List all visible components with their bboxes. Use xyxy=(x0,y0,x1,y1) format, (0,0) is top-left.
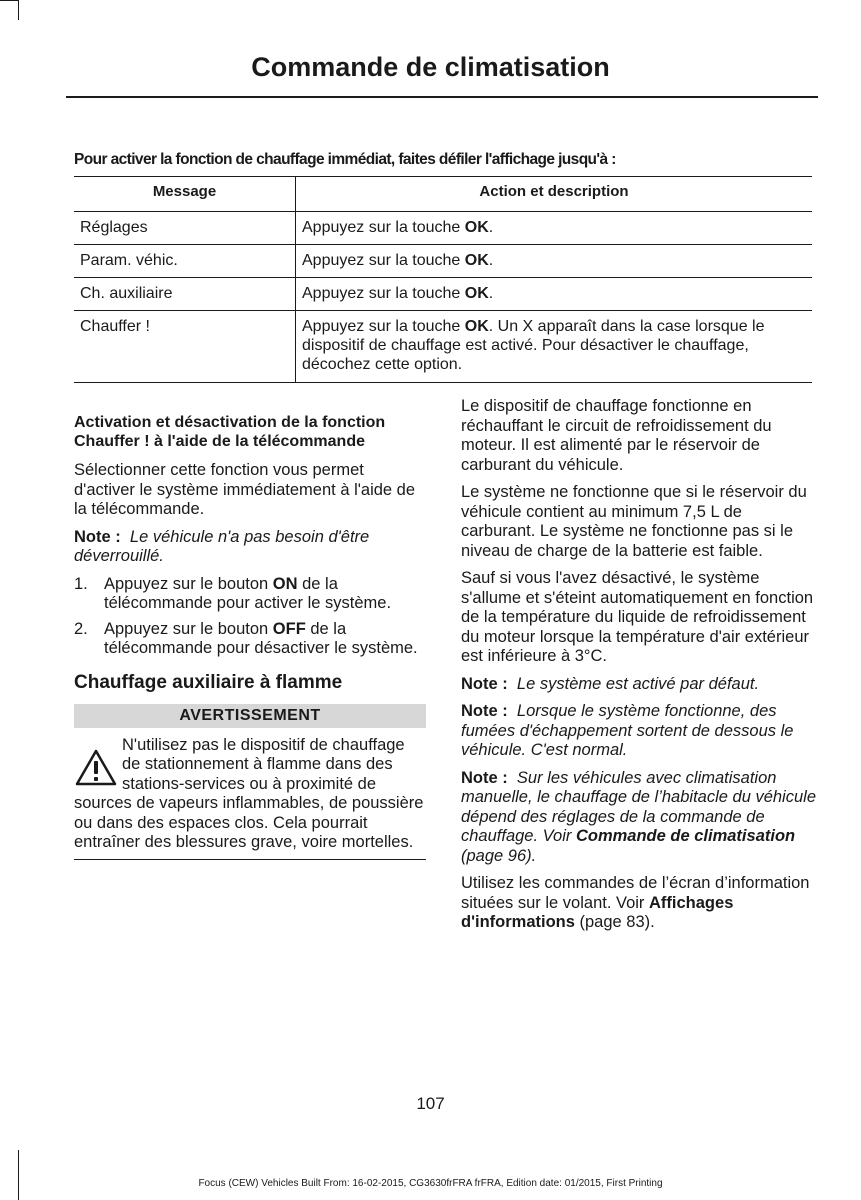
paragraph: Le dispositif de chauffage fonctionne en réchauffant le circuit de refroidissement du moteur. Il est alimenté par le réservoir de carburant du véhicule. xyxy=(461,397,772,474)
list-item: 1. Appuyez sur le bouton ON de la télécommande pour activer le système. xyxy=(74,574,392,612)
action-cell: Appuyez sur la touche OK. xyxy=(302,285,494,302)
warning-title: AVERTISSEMENT xyxy=(74,704,426,728)
paragraph: Sauf si vous l'avez désactivé, le système s'allume et s'éteint automatiquement en fonction de la température du liquide de refroidissement du moteur lorsque la température d'air extérieur est inférieure à 3°C. xyxy=(461,569,814,665)
table-header-row xyxy=(74,177,812,212)
cross-reference-link[interactable]: Commande de climatisation xyxy=(575,827,796,845)
note: Note : Le système est activé par défaut. xyxy=(461,674,760,693)
message-cell: Param. véhic. xyxy=(74,245,296,278)
list-item: 2. Appuyez sur le bouton OFF de la télécommande pour désactiver le système. xyxy=(74,619,418,657)
cross-reference-link[interactable]: Affichages d'informations xyxy=(461,893,734,931)
paragraph: Le système ne fonctionne que si le réservoir du véhicule contient au minimum 7,5 L de carburant. Le système ne fonctionne pas si le niveau de charge de la batterie est faible. xyxy=(461,483,807,560)
table-row xyxy=(74,278,812,311)
title-divider xyxy=(66,96,818,98)
crop-mark xyxy=(18,0,19,20)
message-cell: Ch. auxiliaire xyxy=(74,278,296,311)
table-row xyxy=(74,212,812,245)
paragraph: Sélectionner cette fonction vous permet d'activer le système immédiatement à l'aide de la télécommande. xyxy=(74,461,416,518)
steps-list xyxy=(74,575,426,659)
column-header-action: Action et description xyxy=(296,177,813,212)
page-title: Commande de climatisation xyxy=(251,52,610,82)
paragraph: Utilisez les commandes de l’écran d’information situées sur le volant. Voir Affichages d'informations (page 83). xyxy=(461,874,810,931)
action-cell: Appuyez sur la touche OK. xyxy=(302,252,494,269)
crop-mark xyxy=(0,0,18,1)
warning-text: N'utilisez pas le dispositif de chauffage de stationnement à flamme dans des stations-services ou à proximité de sources de vapeurs inflammables, de poussière ou dans des espaces clos. Cela pourrait entraîner des blessures grave, voire mortelles. xyxy=(74,735,424,851)
note: Note : Le véhicule n'a pas besoin d'être déverrouillé. xyxy=(74,527,370,565)
section-heading-flame-heater: Chauffage auxiliaire à flamme xyxy=(74,671,343,693)
message-cell: Chauffer ! xyxy=(74,311,296,383)
table-row xyxy=(74,311,812,383)
right-column xyxy=(461,397,817,941)
section-heading-remote: Activation et désactivation de la fonction Chauffer ! à l'aide de la télécommande xyxy=(74,414,386,450)
message-cell: Réglages xyxy=(74,212,296,245)
warning-box xyxy=(74,704,426,860)
note: Note : Lorsque le système fonctionne, des fumées d'échappement sortent de dessous le véhicule. C'est normal. xyxy=(461,702,794,759)
page-number: 107 xyxy=(416,1094,445,1113)
left-column xyxy=(74,413,426,860)
table-intro: Pour activer la fonction de chauffage immédiat, faites défiler l'affichage jusqu'à : xyxy=(74,151,616,168)
footer: Focus (CEW) Vehicles Built From: 16-02-2015, CG3630frFRA frFRA, Edition date: 01/2015, First Printing xyxy=(198,1178,663,1189)
warning-triangle-icon xyxy=(74,748,118,788)
action-cell: Appuyez sur la touche OK. xyxy=(302,219,494,236)
note: Note : Sur les véhicules avec climatisation manuelle, le chauffage de l’habitacle du véhicule dépend des réglages de la commande de chauffage. Voir Commande de climatisation (page 96). xyxy=(461,768,816,865)
table-row xyxy=(74,245,812,278)
message-table xyxy=(74,176,812,383)
column-header-message: Message xyxy=(74,177,296,212)
action-cell: Appuyez sur la touche OK. Un X apparaît dans la case lorsque le dispositif de chauffage est activé. Pour désactiver le chauffage, décochez cette option. xyxy=(302,318,765,373)
crop-mark xyxy=(18,1150,19,1200)
